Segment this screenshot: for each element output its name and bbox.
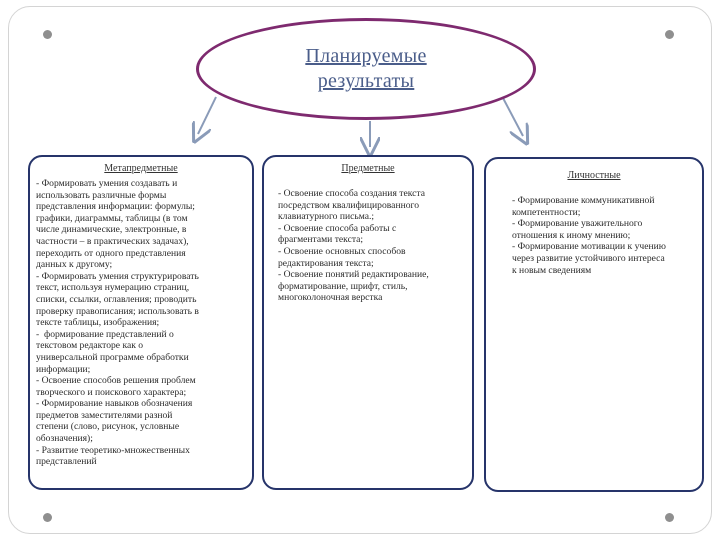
title-line-2: результаты	[317, 70, 415, 92]
metasubject-text: - Формировать умения создавать и использовать различные формы представления информации: формулы; графики, диаграммы, таблицы (в том числе динамические, электронные, в частности – в практических задачах), переходить от одного представления данных к другому; - Формировать умения структурировать текст, используя нумерацию страниц, списки, ссылки, оглавления; проводить проверку правописания; использовать в тексте таблицы, изображения; - формирование представлений о текстовом редакторе как о универсальной программе обработки информации; - Освоение способов решения проблем творческого и поискового характера; - Формирование навыков обозначения предметов заместителями разной степени (слово, рисунок, условные обозначения); - Развитие теоретико-множественных представлений	[36, 178, 199, 468]
arrow-left	[198, 97, 216, 134]
metasubject-title: Метапредметные	[104, 163, 178, 174]
personal-box	[484, 157, 704, 492]
diagram-title	[266, 44, 466, 94]
personal-title: Личностные	[567, 170, 621, 181]
title-line-1: Планируемые	[305, 45, 427, 67]
arrow-right	[503, 98, 523, 136]
personal-text: - Формирование коммуникативной компетентности; - Формирование уважительного отношения к иному мнению; - Формирование мотивации к учению через развитие устойчивого интереса к новым сведениям	[512, 195, 666, 276]
subject-text: - Освоение способа создания текста посредством квалифицированного клавиатурного письма.; - Освоение способа работы с фрагментами текста; - Освоение основных способов редактирования текста; - Освоение понятий редактирование, форматирование, шрифт, стиль, многоколоночная верстка	[278, 188, 429, 304]
title-oval	[196, 18, 536, 120]
metasubject-box	[28, 155, 254, 490]
subject-box	[262, 155, 474, 490]
subject-title: Предметные	[341, 163, 395, 174]
